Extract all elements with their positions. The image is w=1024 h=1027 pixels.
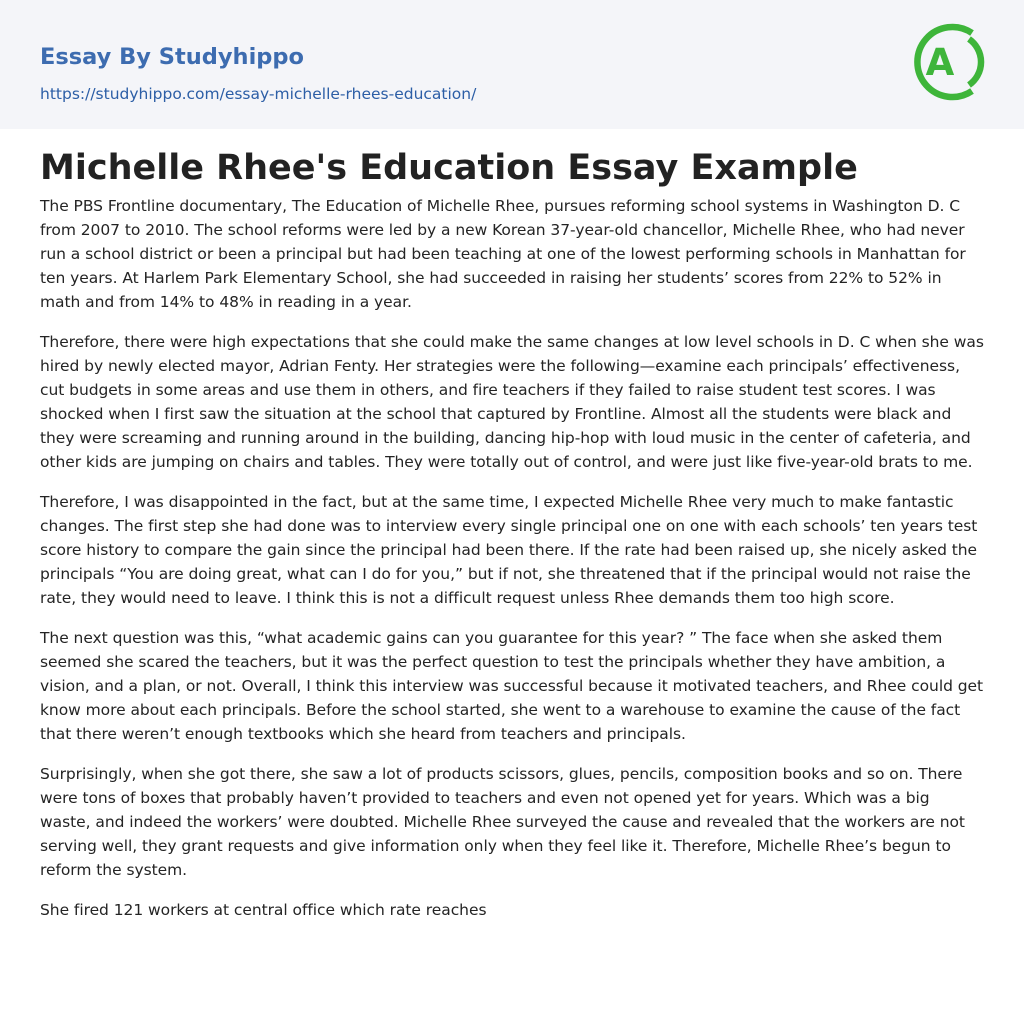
essay-paragraph: The next question was this, “what academic gains can you guarantee for this year? ” The face when she asked them seemed she scared the teachers, but it was the perfect question to test the principals whether they have ambition, a vision, and a plan, or not. Overall, I think this interview was successful because it motivated teachers, and Rhee could get know more about each principals. Before the school started, she went to a warehouse to examine the cause of the fact that there weren’t enough textbooks which she heard from teachers and principals.	[40, 629, 984, 743]
essay-body	[40, 194, 984, 938]
site-header	[0, 0, 1024, 129]
source-url-link[interactable]: https://studyhippo.com/essay-michelle-rhees-education/	[40, 85, 477, 103]
logo-letter: A	[925, 41, 955, 84]
site-title[interactable]: Essay By Studyhippo	[40, 44, 304, 70]
studyhippo-logo-icon[interactable]	[912, 19, 986, 105]
essay-paragraph: Therefore, there were high expectations that she could make the same changes at low level schools in D. C when she was hired by newly elected mayor, Adrian Fenty. Her strategies were the following—examine each principals’ effectiveness, cut budgets in some areas and use them in others, and fire teachers if they failed to raise student test scores. I was shocked when I first saw the situation at the school that captured by Frontline. Almost all the students were black and they were screaming and running around in the building, dancing hip-hop with loud music in the center of cafeteria, and other kids are jumping on chairs and tables. They were totally out of control, and were just like five-year-old brats to me.	[40, 333, 984, 471]
essay-paragraph: Therefore, I was disappointed in the fact, but at the same time, I expected Michelle Rhee very much to make fantastic changes. The first step she had done was to interview every single principal one on one with each schools’ ten years test score history to compare the gain since the principal had been there. If the rate had been raised up, she nicely asked the principals “You are doing great, what can I do for you,” but if not, she threatened that if the principal would not raise the rate, they would need to leave. I think this is not a difficult request unless Rhee demands them too high score.	[40, 493, 978, 607]
essay-paragraph: Surprisingly, when she got there, she saw a lot of products scissors, glues, pencils, composition books and so on. There were tons of boxes that probably haven’t provided to teachers and even not opened yet for years. Which was a big waste, and indeed the workers’ were doubted. Michelle Rhee surveyed the cause and revealed that the workers are not serving well, they grant requests and give information only when they feel like it. Therefore, Michelle Rhee’s begun to reform the system.	[40, 765, 965, 879]
essay-title: Michelle Rhee's Education Essay Example	[40, 148, 858, 188]
essay-paragraph: The PBS Frontline documentary, The Education of Michelle Rhee, pursues reforming school systems in Washington D. C from 2007 to 2010. The school reforms were led by a new Korean 37-year-old chancellor, Michelle Rhee, who had never run a school district or been a principal but had been teaching at one of the lowest performing schools in Manhattan for ten years. At Harlem Park Elementary School, she had succeeded in raising her students’ scores from 22% to 52% in math and from 14% to 48% in reading in a year.	[40, 197, 966, 311]
essay-paragraph: She fired 121 workers at central office which rate reaches	[40, 901, 487, 919]
